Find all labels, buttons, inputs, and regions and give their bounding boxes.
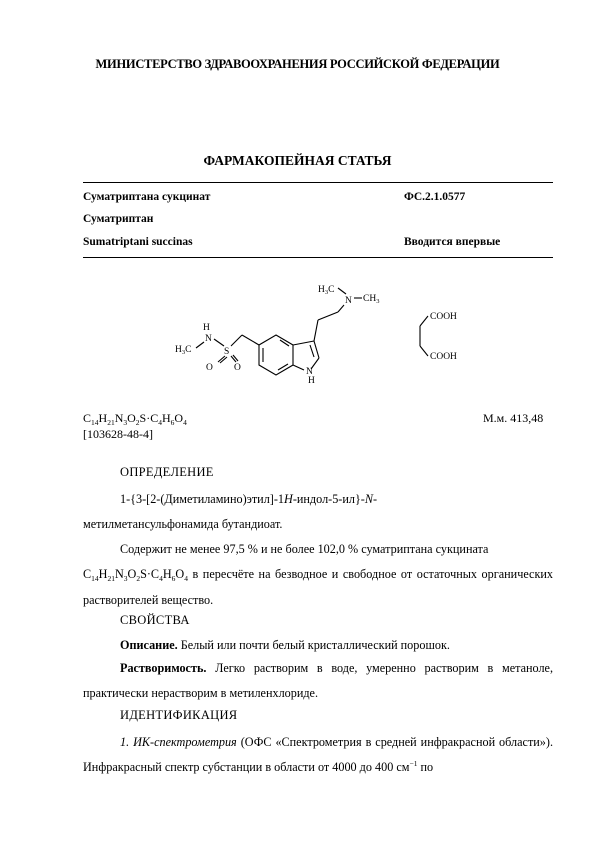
ministry-title: МИНИСТЕРСТВО ЗДРАВООХРАНЕНИЯ РОССИЙСКОЙ ФЕДЕРАЦИИ [95, 57, 500, 71]
h3c-left-label: $H_3C$ [175, 345, 192, 356]
section-heading-identification: ИДЕНТИФИКАЦИЯ [120, 708, 238, 722]
section-heading-properties: СВОЙСТВА [120, 613, 190, 627]
monograph-name-ru: Суматриптана сукцинат [83, 191, 211, 203]
indole-h-label: H [308, 376, 315, 386]
sulfonamide-n-label: N [205, 334, 212, 344]
cas-number: [103628-48-4] [83, 427, 153, 441]
structural-formula [0, 270, 595, 400]
monograph-name-latin: Sumatriptani succinas [83, 236, 193, 248]
indole-n-label: N [306, 367, 313, 377]
definition-chemical-name: 1-{3-[2-(Диметиламино)этил]-1H-индол-5-ил}-N- метилметансульфонамида бутандиоат. [83, 492, 378, 531]
monograph-code: ФС.2.1.0577 [404, 191, 466, 203]
cooh-top-label: COOH [430, 312, 457, 322]
oxygen-right-label: O [234, 363, 241, 373]
h3c-top-label: $H_3C$ [318, 285, 335, 296]
sulfonamide-h-label: H [203, 323, 210, 333]
header-rule-top [83, 182, 553, 183]
properties-description: Описание. Белый или почти белый кристаллический порошок. [120, 638, 450, 652]
amine-n-label: N [345, 296, 352, 306]
definition-content: Содержит не менее 97,5 % и не более 102,0 % суматриптана сукцината $C_{14}H_{21}N_3O_2S\cdot C_4H_6O_4$ в пересчёте на безводное и свободное от остаточных органических растворителей вещество. [83, 542, 553, 607]
properties-solubility: Растворимость. Легко растворим в воде, умеренно растворим в метаноле, практически нерастворим в метиленхлориде. [83, 661, 553, 700]
section-heading-definition: ОПРЕДЕЛЕНИЕ [120, 465, 214, 479]
monograph-status: Вводится впервые [404, 236, 501, 248]
sulfur-label: S [224, 347, 230, 357]
monograph-synonym: Суматриптан [83, 213, 154, 225]
molecular-mass: М.м. 413,48 [483, 411, 544, 425]
cooh-bottom-label: COOH [430, 352, 457, 362]
molecular-formula: $C_{14}H_{21}N_3O_2S\cdot C_4H_6O_4$ [83, 411, 187, 427]
header-rule-bottom [83, 257, 553, 258]
ch3-amine-label: $CH_3$ [363, 294, 380, 305]
oxygen-left-label: O [206, 363, 213, 373]
identification-ir: 1. ИК-спектрометрия (ОФС «Спектрометрия в средней инфракрасной области»). Инфракрасный спектр субстанции в области от 4000 до 400 $см^{-1}$ по [83, 735, 553, 774]
article-type-title: ФАРМАКОПЕЙНАЯ СТАТЬЯ [203, 153, 392, 168]
